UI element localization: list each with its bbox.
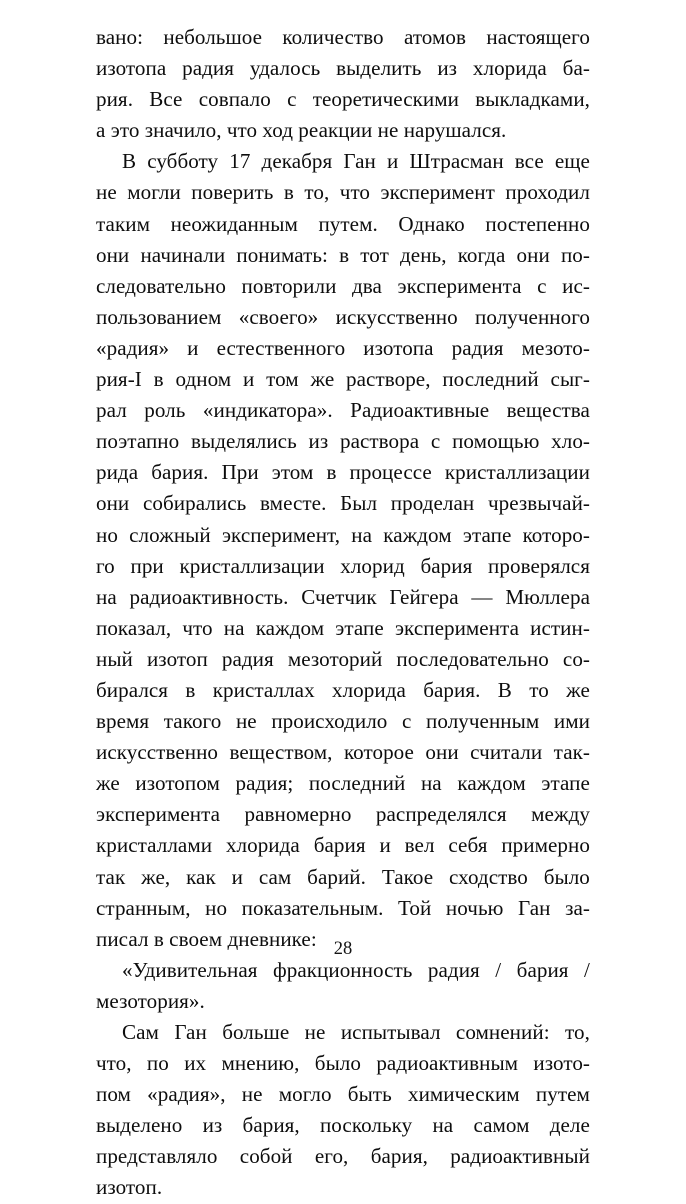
line-word: было: [314, 1051, 361, 1076]
text-line: [96, 551, 590, 582]
line-word: по: [146, 1051, 169, 1076]
line-word: следовательно: [96, 273, 226, 298]
line-word: собой: [239, 1144, 293, 1169]
line-word: хлорида: [225, 833, 300, 858]
line-word: и: [242, 367, 255, 392]
line-word: радия: [451, 335, 504, 360]
line-word: с: [430, 429, 441, 454]
line-word: изото-: [533, 1051, 590, 1076]
line-word: день,: [400, 242, 447, 267]
line-word: со-: [562, 646, 590, 671]
text-line: [96, 488, 590, 519]
line-word: тот: [360, 242, 389, 267]
line-word: радия;: [235, 771, 294, 796]
line-word: за-: [565, 895, 590, 920]
line-word: В: [122, 149, 137, 174]
line-word: этом: [271, 460, 314, 485]
page-number: 28: [333, 939, 353, 959]
line-word: таким: [96, 211, 150, 236]
line-word: Сам: [122, 1020, 159, 1044]
line-word: между: [531, 802, 590, 827]
line-word: выкладками,: [475, 87, 590, 112]
line-word: количество: [282, 25, 384, 49]
line-word: удалось: [249, 56, 321, 81]
line-word: раствора: [339, 429, 420, 454]
line-word: последний: [308, 771, 406, 796]
text-line: [96, 737, 590, 768]
line-word: же: [310, 367, 335, 392]
line-word: же,: [141, 864, 171, 889]
line-word: радия: [427, 957, 480, 982]
text-line: [96, 302, 590, 333]
line-word: и: [231, 864, 243, 889]
paragraph: [96, 22, 590, 146]
line-word: проверялся: [488, 553, 590, 578]
line-word: самом: [473, 1113, 530, 1138]
line-word: процессе: [349, 460, 432, 485]
line-word: Ган: [343, 149, 376, 174]
line-word: изотопом: [135, 771, 220, 796]
line-word: было: [543, 864, 590, 889]
line-word: бария.: [151, 460, 209, 485]
line-word: на: [223, 615, 245, 640]
line-word: поэтапно: [96, 429, 180, 454]
line-word: они: [516, 242, 550, 267]
line-word: кристаллами: [96, 833, 213, 858]
line-word: считали: [470, 740, 543, 765]
line-word: при: [130, 553, 164, 578]
line-word: начинали: [140, 242, 226, 267]
line-word: эксперимента: [397, 273, 522, 298]
line-word: собирались: [142, 491, 247, 516]
line-word: путем: [535, 1082, 590, 1107]
line-word: их: [184, 1051, 207, 1076]
line-word: время: [96, 709, 150, 734]
line-word: как: [186, 864, 216, 889]
text-line: [96, 115, 590, 146]
line-word: в: [326, 460, 337, 485]
line-word: В: [497, 677, 512, 702]
line-word: с: [537, 273, 547, 298]
line-word: Все: [149, 87, 183, 112]
line-word: постепенно: [485, 211, 590, 236]
line-word: каждом: [255, 615, 325, 640]
line-word: на: [432, 1113, 454, 1138]
text-line: [96, 22, 590, 53]
line-word: ба-: [562, 56, 590, 81]
line-word: 17: [229, 149, 251, 174]
line-word: могло: [278, 1082, 332, 1107]
line-word: не: [241, 1082, 263, 1107]
line-text: писал в своем дневнике:: [96, 926, 317, 951]
line-word: рал: [96, 398, 127, 423]
line-word: го: [96, 553, 115, 578]
line-word: сходство: [449, 864, 528, 889]
line-word: мезото-: [521, 335, 590, 360]
line-word: этапе: [541, 771, 590, 796]
text-line: [96, 364, 590, 395]
line-word: одном: [175, 367, 232, 392]
line-word: декабря: [261, 149, 333, 174]
line-word: изотоп: [146, 646, 208, 671]
line-word: распределялся: [375, 802, 507, 827]
line-word: настоящего: [486, 25, 590, 49]
line-word: сам: [258, 864, 292, 889]
line-word: что,: [96, 1051, 132, 1076]
line-word: хлорида: [332, 677, 406, 702]
line-word: Такое: [381, 864, 434, 889]
line-word: ночью: [445, 895, 504, 920]
text-line: [96, 457, 590, 488]
line-word: каждом: [457, 771, 526, 796]
line-word: бария: [516, 957, 569, 982]
line-word: /: [584, 957, 590, 982]
line-word: естественного: [216, 335, 346, 360]
text-line: [96, 893, 590, 924]
line-word: то,: [304, 180, 330, 205]
text-line: [96, 613, 590, 644]
text-line: [96, 1048, 590, 1079]
line-word: Счетчик: [301, 584, 377, 609]
line-word: При: [221, 460, 259, 485]
line-word: же: [96, 771, 120, 796]
line-word: этапе: [462, 522, 512, 547]
text-line: [96, 1079, 590, 1110]
line-word: этапе: [335, 615, 384, 640]
line-word: то: [529, 677, 549, 702]
line-word: «радия»: [96, 335, 170, 360]
line-word: совпало: [198, 87, 271, 112]
line-word: быть: [347, 1082, 392, 1107]
line-word: кристаллизации: [179, 553, 325, 578]
text-line: [96, 333, 590, 364]
body-text-column: [96, 22, 590, 1204]
line-word: с: [287, 87, 297, 112]
line-word: бария.: [423, 677, 481, 702]
line-word: проделан: [390, 491, 475, 516]
line-word: и: [187, 335, 199, 360]
line-word: и: [386, 149, 399, 174]
line-word: когда: [457, 242, 506, 267]
line-word: «радия»,: [147, 1082, 226, 1107]
line-word: которо-: [522, 522, 590, 547]
line-word: но: [96, 522, 118, 547]
text-line: [96, 271, 590, 302]
line-word: могли: [127, 180, 181, 205]
line-word: странным,: [96, 895, 191, 920]
paragraph: [96, 146, 590, 954]
line-word: хлорид: [340, 553, 405, 578]
line-word: деле: [549, 1113, 590, 1138]
line-word: вел: [404, 833, 435, 858]
line-word: же: [566, 677, 590, 702]
line-word: сомнений:: [455, 1020, 550, 1044]
line-word: рия.: [96, 87, 134, 112]
line-word: химическим: [407, 1082, 520, 1107]
line-word: что: [339, 180, 371, 205]
paragraph-diary-quote: [96, 955, 590, 1017]
line-word: помощью: [452, 429, 540, 454]
line-word: полученным: [426, 709, 540, 734]
line-text: мезотория».: [96, 988, 205, 1013]
line-word: атомов: [403, 25, 467, 49]
line-word: из: [437, 56, 458, 81]
line-word: радия: [221, 646, 274, 671]
line-word: субботу: [147, 149, 219, 174]
line-word: последовательно: [396, 646, 549, 671]
line-word: Той: [398, 895, 432, 920]
line-word: фракционность: [273, 957, 413, 982]
line-word: но: [205, 895, 228, 920]
text-line: [96, 986, 590, 1017]
line-word: что: [182, 615, 213, 640]
line-word: Штрасман: [409, 149, 504, 174]
line-word: Ган: [518, 895, 551, 920]
line-word: они: [96, 242, 130, 267]
line-word: мезоторий: [287, 646, 383, 671]
line-word: рида: [96, 460, 139, 485]
text-line: [96, 706, 590, 737]
line-word: радиоактивным: [376, 1051, 519, 1076]
line-word: мнению,: [221, 1051, 300, 1076]
line-word: бария,: [370, 1144, 428, 1169]
text-line: [96, 768, 590, 799]
text-line: [96, 1141, 590, 1172]
text-line: [96, 1017, 590, 1048]
line-word: проходил: [505, 180, 590, 205]
line-word: выделить: [336, 56, 422, 81]
line-word: радия: [182, 56, 235, 81]
line-word: его,: [314, 1144, 349, 1169]
line-word: бария,: [242, 1113, 300, 1138]
text-line: [96, 177, 590, 208]
line-word: сложный: [129, 522, 211, 547]
line-word: больше: [222, 1020, 290, 1044]
line-word: на: [351, 522, 373, 547]
line-text: а это значило, что ход реакции не нарушался.: [96, 118, 507, 143]
line-word: равномерно: [244, 802, 352, 827]
line-word: поскольку: [319, 1113, 413, 1138]
line-word: последний: [442, 367, 539, 392]
line-word: не: [96, 180, 117, 205]
line-word: кристаллизации: [444, 460, 590, 485]
line-word: понимать:: [236, 242, 328, 267]
text-line: [96, 830, 590, 861]
line-word: бирался: [96, 677, 169, 702]
text-line: [96, 862, 590, 893]
line-word: так-: [553, 740, 590, 765]
line-word: радиоактивность.: [129, 584, 289, 609]
line-word: они: [425, 740, 459, 765]
line-word: поверить: [191, 180, 274, 205]
text-line: [96, 53, 590, 84]
line-word: растворе,: [346, 367, 431, 392]
line-word: выделялись: [190, 429, 297, 454]
text-line: [96, 582, 590, 613]
line-word: эксперимента: [96, 802, 221, 827]
line-word: бария: [313, 833, 366, 858]
text-line: [96, 395, 590, 426]
line-word: изотопа: [96, 56, 167, 81]
line-word: бария: [420, 553, 473, 578]
line-word: эксперимент: [380, 180, 495, 205]
line-word: вано:: [96, 25, 143, 49]
line-word: еще: [554, 149, 590, 174]
line-text: изотоп.: [96, 1175, 163, 1200]
line-word: «индикатора».: [202, 398, 333, 423]
line-word: с: [402, 709, 412, 734]
text-line: [96, 240, 590, 271]
line-word: «своего»: [238, 304, 319, 329]
line-word: на: [420, 771, 442, 796]
text-line: [96, 520, 590, 551]
text-line: [96, 1172, 590, 1203]
line-word: по-: [560, 242, 590, 267]
line-word: путем.: [318, 211, 378, 236]
line-word: чрезвычай-: [487, 491, 590, 516]
line-word: все: [514, 149, 544, 174]
line-word: Радиоактивные: [350, 398, 490, 423]
text-line: [96, 209, 590, 240]
text-line: [96, 644, 590, 675]
line-word: том: [266, 367, 299, 392]
line-word: вместе.: [260, 491, 327, 516]
line-word: радиоактивный: [450, 1144, 590, 1169]
line-word: которое: [343, 740, 414, 765]
text-line: [96, 146, 590, 177]
line-word: Был: [340, 491, 378, 516]
line-word: хлорида: [472, 56, 547, 81]
line-word: так: [96, 864, 126, 889]
line-word: ис-: [562, 273, 590, 298]
line-word: в: [185, 677, 196, 702]
text-line: [96, 675, 590, 706]
text-line: [96, 426, 590, 457]
line-word: происходило: [271, 709, 388, 734]
line-word: «Удивительная: [122, 957, 258, 982]
paragraph: [96, 1017, 590, 1204]
line-word: не: [304, 1020, 326, 1044]
text-line: [96, 84, 590, 115]
line-word: вещества: [506, 398, 590, 423]
line-word: испытывал: [340, 1020, 441, 1044]
line-word: неожиданным: [170, 211, 298, 236]
line-word: теоретическими: [312, 87, 459, 112]
line-word: и: [379, 833, 391, 858]
text-line: [96, 1110, 590, 1141]
line-word: повторили: [241, 273, 337, 298]
line-word: Однако: [398, 211, 465, 236]
line-word: эксперимента: [394, 615, 519, 640]
line-word: из: [202, 1113, 223, 1138]
line-word: на: [96, 584, 117, 609]
line-word: веществом,: [229, 740, 333, 765]
line-word: небольшое: [163, 25, 263, 49]
line-word: такого: [163, 709, 222, 734]
line-word: каждом: [383, 522, 452, 547]
line-word: истин-: [530, 615, 590, 640]
line-word: барий.: [307, 864, 366, 889]
line-word: Ган: [174, 1020, 207, 1044]
line-word: они: [96, 491, 130, 516]
line-word: искусственно: [96, 740, 219, 765]
line-word: —: [471, 584, 493, 609]
line-word: себя: [448, 833, 488, 858]
line-word: Гейгера: [389, 584, 459, 609]
line-word: показательным.: [241, 895, 384, 920]
line-word: полученного: [475, 304, 590, 329]
line-word: ный: [96, 646, 133, 671]
line-word: в: [283, 180, 294, 205]
line-word: в: [339, 242, 350, 267]
line-word: то,: [565, 1020, 590, 1044]
line-word: /: [495, 957, 502, 982]
line-word: два: [351, 273, 382, 298]
line-word: из: [308, 429, 329, 454]
line-word: изотопа: [363, 335, 434, 360]
line-word: ими: [553, 709, 590, 734]
line-word: хло-: [551, 429, 590, 454]
line-word: не: [235, 709, 257, 734]
line-word: эксперимент,: [221, 522, 341, 547]
line-word: кристаллах: [212, 677, 315, 702]
text-line: [96, 799, 590, 830]
line-word: пом: [96, 1082, 131, 1107]
line-word: представляло: [96, 1144, 218, 1169]
line-word: в: [153, 367, 164, 392]
line-word: рия-I: [96, 367, 142, 392]
line-word: пользованием: [96, 304, 222, 329]
line-word: примерно: [501, 833, 590, 858]
line-word: показал,: [96, 615, 172, 640]
line-word: роль: [144, 398, 186, 423]
line-word: выделено: [96, 1113, 183, 1138]
line-word: искусственно: [335, 304, 458, 329]
line-word: сыг-: [550, 367, 590, 392]
line-word: Мюллера: [505, 584, 590, 609]
